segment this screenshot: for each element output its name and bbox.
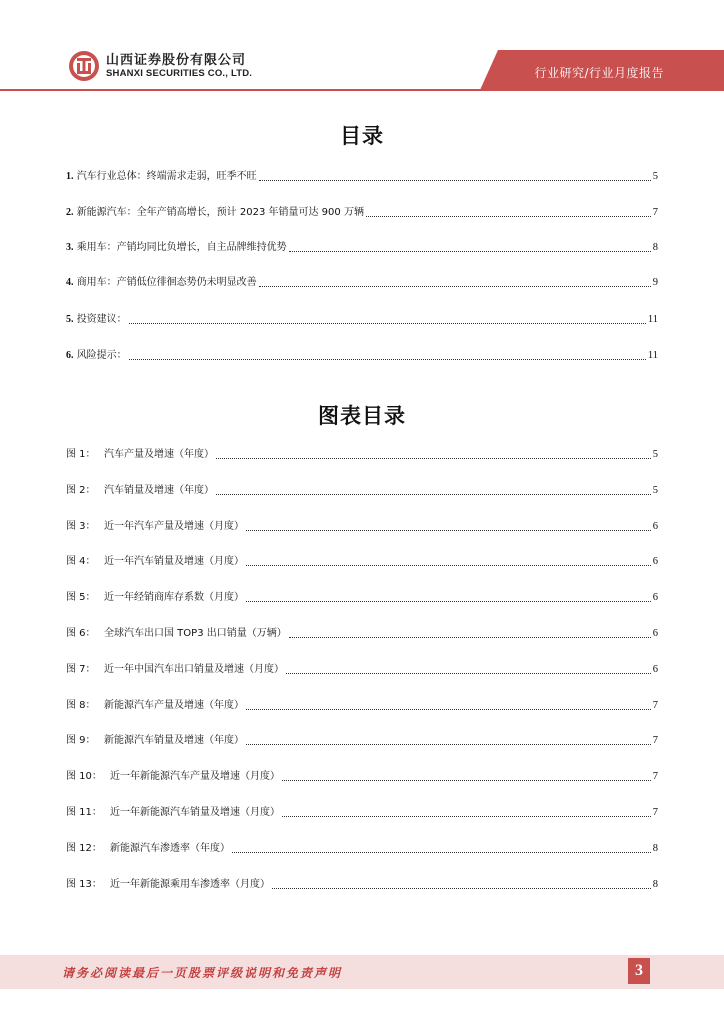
figure-entry-number: 图 11：: [66, 807, 102, 818]
figure-entry-label: [66, 699, 244, 713]
figure-entry-label: [66, 842, 230, 856]
leader-dots: [286, 673, 651, 674]
toc-entry-text: 风险提示：: [76, 350, 127, 361]
figure-entry-label: [66, 878, 270, 892]
figure-entry-label: [66, 663, 284, 677]
toc-entry-number: 2.: [66, 207, 74, 218]
toc-entry-page: 5: [652, 171, 658, 182]
toc-entry-label: [66, 349, 127, 363]
footer-disclaimer: 请务必阅读最后一页股票评级说明和免责声明: [62, 966, 343, 980]
leader-dots: [289, 637, 651, 638]
toc-entry-label: [66, 276, 257, 290]
figure-entry-text: 汽车销量及增速（年度）: [104, 485, 214, 496]
figure-entry-number: 图 13：: [66, 879, 102, 890]
leader-dots: [259, 180, 651, 181]
figure-entry-page: 6: [652, 521, 658, 532]
figure-entry-label: [66, 734, 244, 748]
figure-entry[interactable]: [66, 589, 658, 605]
figure-entry-label: [66, 770, 280, 784]
leader-dots: [216, 458, 651, 459]
company-logo: [68, 50, 252, 82]
figure-entry-number: 图 10：: [66, 771, 102, 782]
leader-dots: [282, 816, 651, 817]
figure-entry[interactable]: [66, 625, 658, 641]
toc-title: 目录: [340, 124, 384, 148]
toc-entry-page: 11: [647, 314, 658, 325]
figure-entry[interactable]: [66, 518, 658, 534]
figure-entry-page: 7: [652, 807, 658, 818]
figure-entry-number: 图 9：: [66, 735, 96, 746]
toc-entry[interactable]: [66, 347, 658, 363]
figure-entry-page: 6: [652, 592, 658, 603]
toc-entry[interactable]: [66, 239, 658, 255]
toc-entry-label: [66, 241, 287, 255]
toc-entry-number: 1.: [66, 171, 74, 182]
figure-entry[interactable]: [66, 482, 658, 498]
shanxi-securities-logo-icon: [68, 50, 100, 82]
figure-entry-number: 图 8：: [66, 700, 96, 711]
toc-entry[interactable]: [66, 274, 658, 290]
page-number: 3: [628, 958, 650, 984]
toc-entry-text: 投资建议：: [76, 314, 127, 325]
leader-dots: [129, 323, 646, 324]
figure-entry-text: 近一年中国汽车出口销量及增速（月度）: [104, 664, 284, 675]
toc-entry-number: 3.: [66, 242, 74, 253]
leader-dots: [272, 888, 651, 889]
toc-entry[interactable]: [66, 311, 658, 327]
figure-entry-number: 图 6：: [66, 628, 96, 639]
figure-entry-text: 汽车产量及增速（年度）: [104, 449, 214, 460]
figure-entry-label: [66, 627, 287, 641]
figure-entry-number: 图 4：: [66, 556, 96, 567]
figure-entry[interactable]: [66, 446, 658, 462]
figure-entry-number: 图 12：: [66, 843, 102, 854]
leader-dots: [259, 286, 651, 287]
toc-entry-page: 8: [652, 242, 658, 253]
page-header: [0, 0, 724, 96]
toc-entry-number: 4.: [66, 277, 74, 288]
figure-entry-text: 近一年汽车产量及增速（月度）: [104, 521, 244, 532]
leader-dots: [246, 709, 651, 710]
figure-entry-text: 新能源汽车渗透率（年度）: [110, 843, 230, 854]
figure-entry-page: 8: [652, 843, 658, 854]
figure-entry[interactable]: [66, 876, 658, 892]
leader-dots: [282, 780, 651, 781]
figure-entry-number: 图 7：: [66, 664, 96, 675]
figure-entry-page: 8: [652, 879, 658, 890]
header-divider: [0, 89, 724, 91]
figure-entry-text: 近一年新能源汽车产量及增速（月度）: [110, 771, 280, 782]
report-type: 行业研究/行业月度报告: [534, 66, 664, 80]
leader-dots: [246, 601, 651, 602]
figure-entry[interactable]: [66, 840, 658, 856]
figure-entry-text: 近一年汽车销量及增速（月度）: [104, 556, 244, 567]
leader-dots: [246, 565, 651, 566]
toc-entry-number: 6.: [66, 350, 74, 361]
figure-entry-label: [66, 806, 280, 820]
toc-entry-number: 5.: [66, 314, 74, 325]
figure-entry-page: 5: [652, 449, 658, 460]
figure-entry-number: 图 2：: [66, 485, 96, 496]
figure-entry[interactable]: [66, 697, 658, 713]
figure-entry-page: 5: [652, 485, 658, 496]
figure-entry-page: 6: [652, 664, 658, 675]
toc-entry-label: [66, 206, 364, 220]
company-name-en: SHANXI SECURITIES CO., LTD.: [106, 67, 253, 79]
figure-entry-label: [66, 591, 244, 605]
toc-entry[interactable]: [66, 168, 658, 184]
toc-entry-page: 11: [647, 350, 658, 361]
toc-entry[interactable]: [66, 204, 658, 220]
leader-dots: [216, 494, 651, 495]
toc-entry-page: 9: [652, 277, 658, 288]
figure-entry-text: 近一年经销商库存系数（月度）: [104, 592, 244, 603]
toc-entry-label: [66, 313, 127, 327]
figure-entry-text: 新能源汽车销量及增速（年度）: [104, 735, 244, 746]
figure-entry-page: 7: [652, 735, 658, 746]
toc-entry-page: 7: [652, 207, 658, 218]
figure-entry-label: [66, 520, 244, 534]
toc-entry-label: [66, 170, 257, 184]
figure-entry-number: 图 3：: [66, 521, 96, 532]
leader-dots: [289, 251, 651, 252]
leader-dots: [246, 744, 651, 745]
figure-entry-label: [66, 484, 214, 498]
toc-entry-text: 商用车：产销低位徘徊态势仍未明显改善: [76, 277, 257, 288]
figure-entry[interactable]: [66, 553, 658, 569]
toc-entry-text: 汽车行业总体：终端需求走弱，旺季不旺: [76, 171, 257, 182]
figures-title: 图表目录: [318, 404, 406, 428]
leader-dots: [232, 852, 651, 853]
figure-entry[interactable]: [66, 661, 658, 677]
figure-entry[interactable]: [66, 768, 658, 784]
figure-entry-page: 6: [652, 556, 658, 567]
figure-entry-page: 7: [652, 700, 658, 711]
figure-entry-number: 图 1：: [66, 449, 96, 460]
figure-entry-label: [66, 448, 214, 462]
figure-entry-page: 6: [652, 628, 658, 639]
figure-entry[interactable]: [66, 732, 658, 748]
figure-entry-text: 全球汽车出口国 TOP3 出口销量（万辆）: [104, 628, 287, 639]
figure-entry[interactable]: [66, 804, 658, 820]
leader-dots: [366, 216, 651, 217]
leader-dots: [129, 359, 646, 360]
figure-entry-text: 近一年新能源汽车销量及增速（月度）: [110, 807, 280, 818]
figure-entry-page: 7: [652, 771, 658, 782]
company-name-cn: 山西证券股份有限公司: [106, 52, 247, 68]
toc-entry-text: 新能源汽车：全年产销高增长，预计 2023 年销量可达 900 万辆: [76, 207, 364, 218]
figure-entry-text: 近一年新能源乘用车渗透率（月度）: [110, 879, 270, 890]
figure-entry-number: 图 5：: [66, 592, 96, 603]
figure-entry-text: 新能源汽车产量及增速（年度）: [104, 700, 244, 711]
figure-entry-label: [66, 555, 244, 569]
toc-entry-text: 乘用车：产销均同比负增长，自主品牌维持优势: [76, 242, 287, 253]
leader-dots: [246, 530, 651, 531]
